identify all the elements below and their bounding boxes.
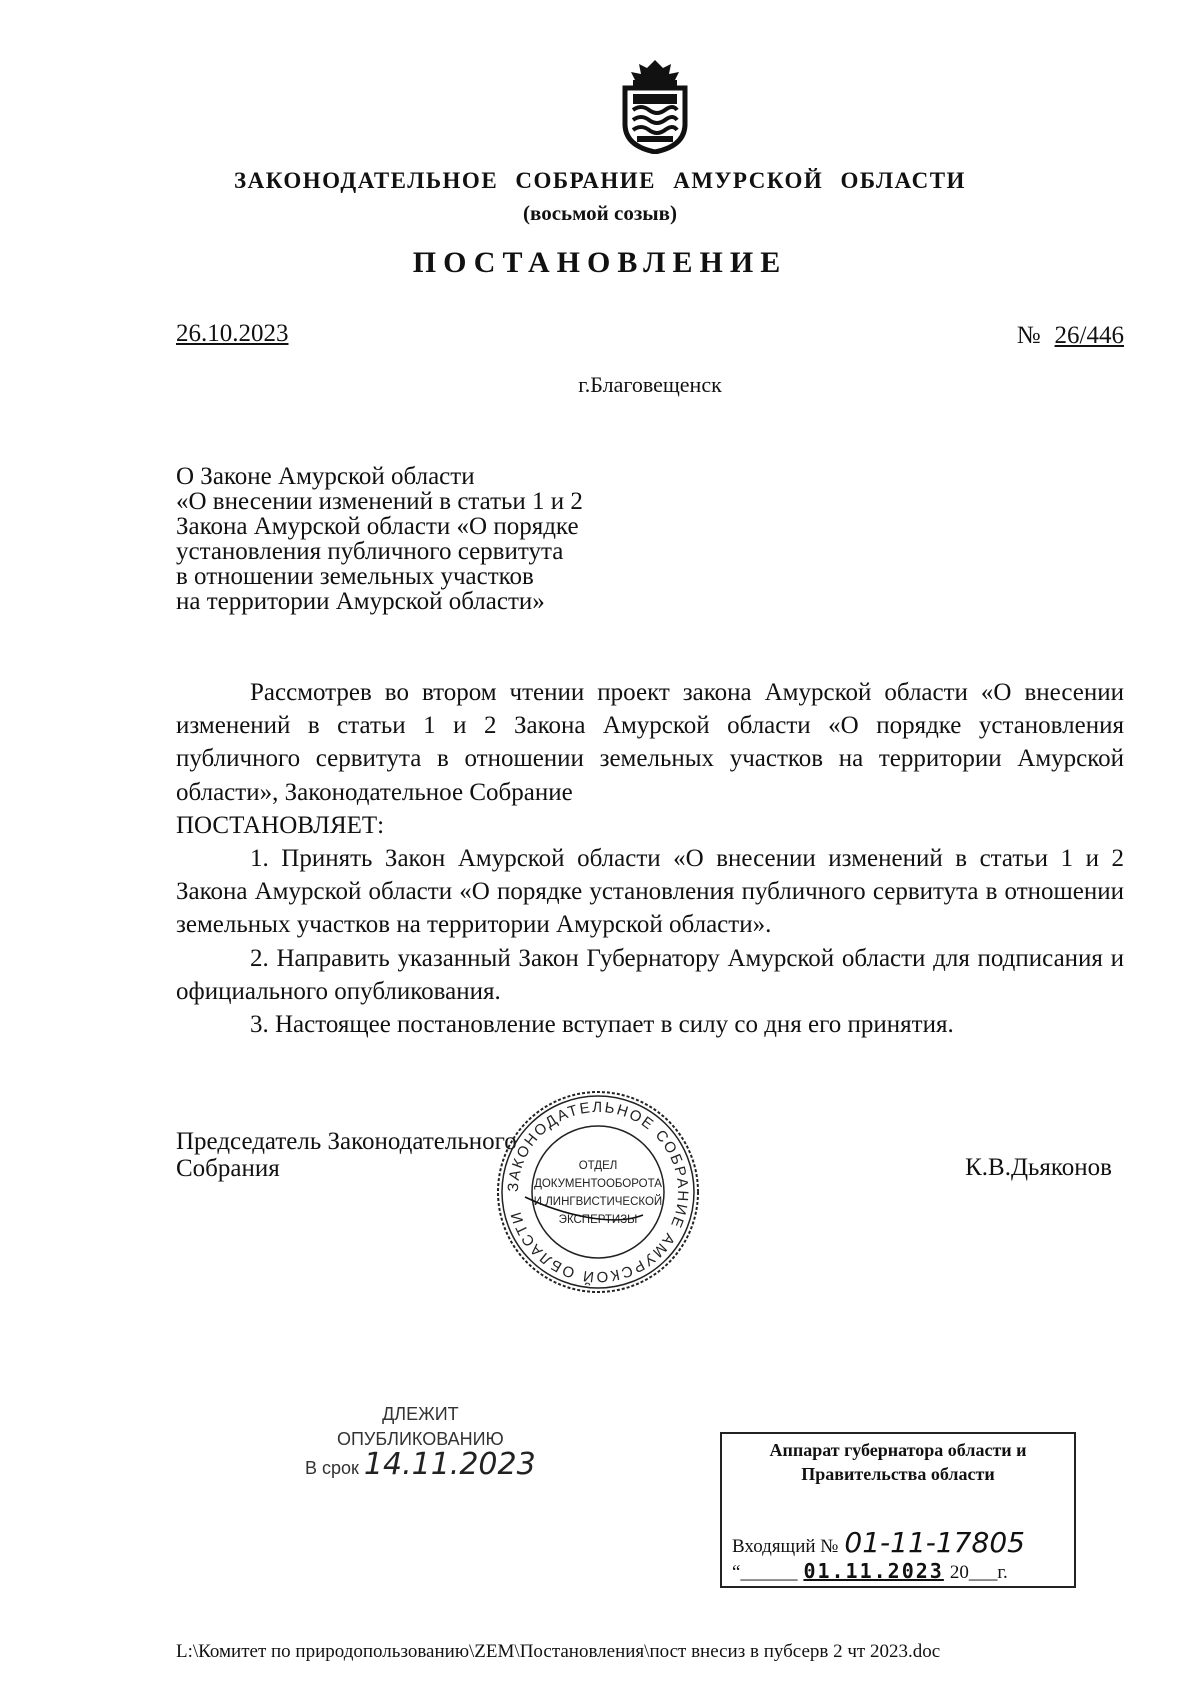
subject-block [176, 464, 583, 614]
registration-org-line: Правительства области [801, 1464, 995, 1484]
publication-note [305, 1402, 536, 1481]
city: г.Благовещенск [578, 372, 722, 397]
publication-note-prefix: В срок [305, 1458, 359, 1478]
seal-center-line: ДОКУМЕНТООБОРОТА [534, 1178, 662, 1190]
official-seal [493, 1087, 703, 1297]
seal-ring-text: ЗАКОНОДАТЕЛЬНОЕ СОБРАНИЕ АМУРСКОЙ ОБЛАСТИ [504, 1098, 692, 1286]
file-path: L:\Комитет по природопользованию\ZEM\Постановления\пост внесиз в пубсерв 2 чт 2023.doc [176, 1641, 941, 1662]
coat-of-arms-icon [619, 58, 691, 154]
resolves-word: ПОСТАНОВЛЯЕТ: [176, 811, 385, 839]
preamble: Рассмотрев во втором чтении проект закона Амурской области «О внесении изменений в статьи 1 и 2 Закона Амурской области «О порядке установления публичного сервитута в отношении земельных участков на территории Амурской области», Законодательное Собрание [176, 679, 1124, 806]
subject-line: установления публичного сервитута [176, 538, 564, 565]
document-type: ПОСТАНОВЛЕНИЕ [412, 246, 788, 279]
signatory-title [176, 1128, 517, 1182]
incoming-label: Входящий № [732, 1536, 839, 1557]
resolution-item: 1. Принять Закон Амурской области «О внесении изменений в статьи 1 и 2 Закона Амурской области «О порядке установления публичного сервитута в отношении земельных участков на территории Амурской области». [176, 845, 1124, 939]
organization-name: ЗАКОНОДАТЕЛЬНОЕ СОБРАНИЕ АМУРСКОЙ ОБЛАСТИ [234, 168, 966, 193]
signatory-title-line: Собрания [176, 1155, 280, 1182]
resolution-body [176, 676, 1124, 1041]
document-date: 26.10.2023 [176, 320, 289, 347]
seal-center-line: ЭКСПЕРТИЗЫ [558, 1214, 638, 1226]
date-suffix: 20___г. [949, 1562, 1008, 1583]
handwritten-deadline: 14.11.2023 [363, 1447, 536, 1482]
publication-note-deadline [305, 1447, 536, 1482]
date-open-quote: “ [732, 1562, 741, 1583]
signatory-title-line: Председатель Законодательного [176, 1128, 517, 1155]
subject-line: на территории Амурской области» [176, 588, 545, 615]
seal-center-line: ОТДЕЛ [578, 1160, 618, 1172]
number-sign: № [1016, 322, 1041, 349]
incoming-date-stamp: 01.11.2023 [803, 1559, 944, 1583]
subject-line: О Законе Амурской области [176, 463, 475, 490]
registration-org [722, 1438, 1074, 1486]
number-value: 26/446 [1054, 322, 1124, 349]
seal-center-line: И ЛИНГВИСТИЧЕСКОЙ [533, 1196, 663, 1208]
resolution-item: 3. Настоящее постановление вступает в силу со дня его принятия. [250, 1011, 954, 1039]
resolution-item: 2. Направить указанный Закон Губернатору Амурской области для подписания и официального опубликования. [176, 944, 1124, 1005]
incoming-number-row [732, 1526, 1025, 1559]
subject-line: в отношении земельных участков [176, 563, 534, 590]
convocation: (восьмой созыв) [523, 201, 677, 225]
incoming-date-row: “______ 01.11.2023 20___г. [732, 1559, 1008, 1583]
incoming-number: 01-11-17805 [844, 1526, 1025, 1559]
document-number [1017, 322, 1124, 350]
signatory-name: К.В.Дьяконов [965, 1154, 1112, 1181]
publication-note-line: ДЛЕЖИТ [382, 1404, 459, 1424]
registration-org-line: Аппарат губернатора области и [769, 1440, 1027, 1460]
subject-line: Закона Амурской области «О порядке [176, 513, 579, 540]
publication-note-line: ОПУБЛИКОВАНИЮ [336, 1429, 504, 1449]
subject-line: «О внесении изменений в статьи 1 и 2 [176, 488, 583, 515]
registration-stamp [720, 1432, 1076, 1588]
